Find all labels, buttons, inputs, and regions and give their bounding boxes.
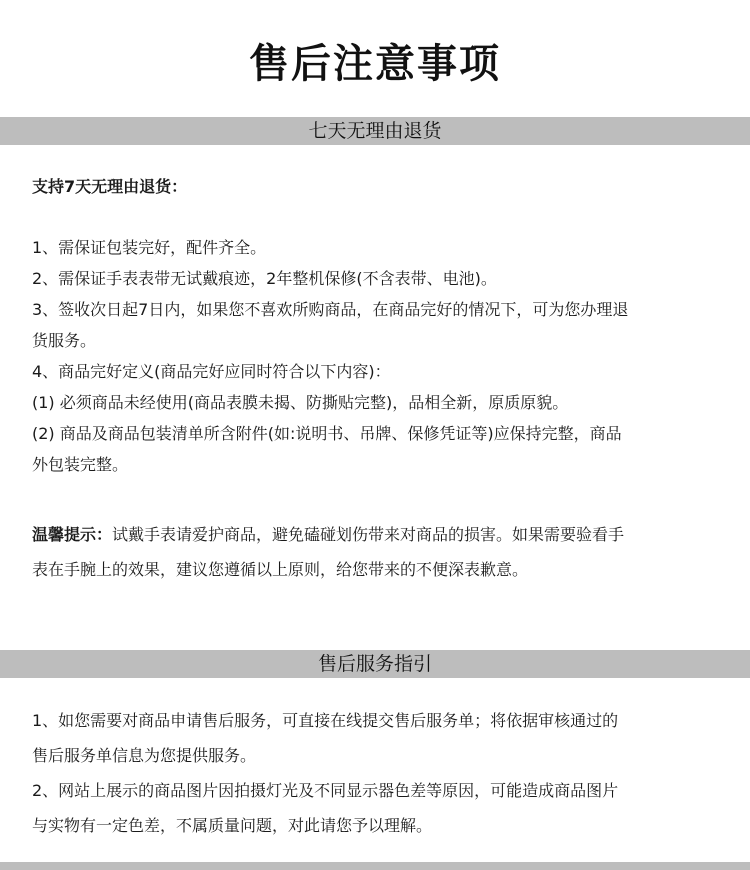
next-section-header-partial — [0, 862, 750, 870]
list-item: 2、需保证手表表带无试戴痕迹，2年整机保修(不含表带、电池)。 — [32, 269, 497, 288]
section-header-service: 售后服务指引 — [0, 650, 750, 678]
list-item: 1、需保证包装完好，配件齐全。 — [32, 238, 267, 257]
tip-label: 温馨提示： — [32, 525, 113, 544]
list-item: 3、签收次日起7日内，如果您不喜欢所购商品，在商品完好的情况下，可为您办理退 — [32, 300, 629, 319]
return-intro-block — [32, 171, 722, 202]
list-item: 1、如您需要对商品申请售后服务，可直接在线提交售后服务单；将依据审核通过的 — [32, 711, 619, 730]
tip-text: 试戴手表请爱护商品，避免磕碰划伤带来对商品的损害。如果需要验看手 — [112, 525, 625, 544]
list-item: 2、网站上展示的商品图片因拍摄灯光及不同显示器色差等原因，可能造成商品图片 — [32, 781, 619, 800]
list-item: 货服务。 — [32, 331, 97, 350]
page-title: 售后注意事项 — [249, 41, 501, 87]
list-item: 外包装完整。 — [32, 455, 129, 474]
tip-line-1 — [32, 517, 722, 552]
service-guide-list — [32, 703, 722, 843]
tip-line-2: 表在手腕上的效果，建议您遵循以上原则，给您带来的不便深表歉意。 — [32, 560, 529, 579]
return-policy-list — [32, 232, 722, 480]
section-header-return: 七天无理由退货 — [0, 117, 750, 145]
list-item: 售后服务单信息为您提供服务。 — [32, 746, 257, 765]
return-intro: 支持7天无理由退货： — [32, 177, 188, 196]
list-item: 4、商品完好定义(商品完好应同时符合以下内容)： — [32, 362, 391, 381]
list-item: (1) 必须商品未经使用(商品表膜未揭、防撕贴完整)，品相全新，原质原貌。 — [32, 393, 569, 412]
tip-block — [32, 517, 722, 587]
list-item: (2) 商品及商品包装清单所含附件(如:说明书、吊牌、保修凭证等)应保持完整，商品 — [32, 424, 622, 443]
list-item: 与实物有一定色差，不属质量问题，对此请您予以理解。 — [32, 816, 433, 835]
